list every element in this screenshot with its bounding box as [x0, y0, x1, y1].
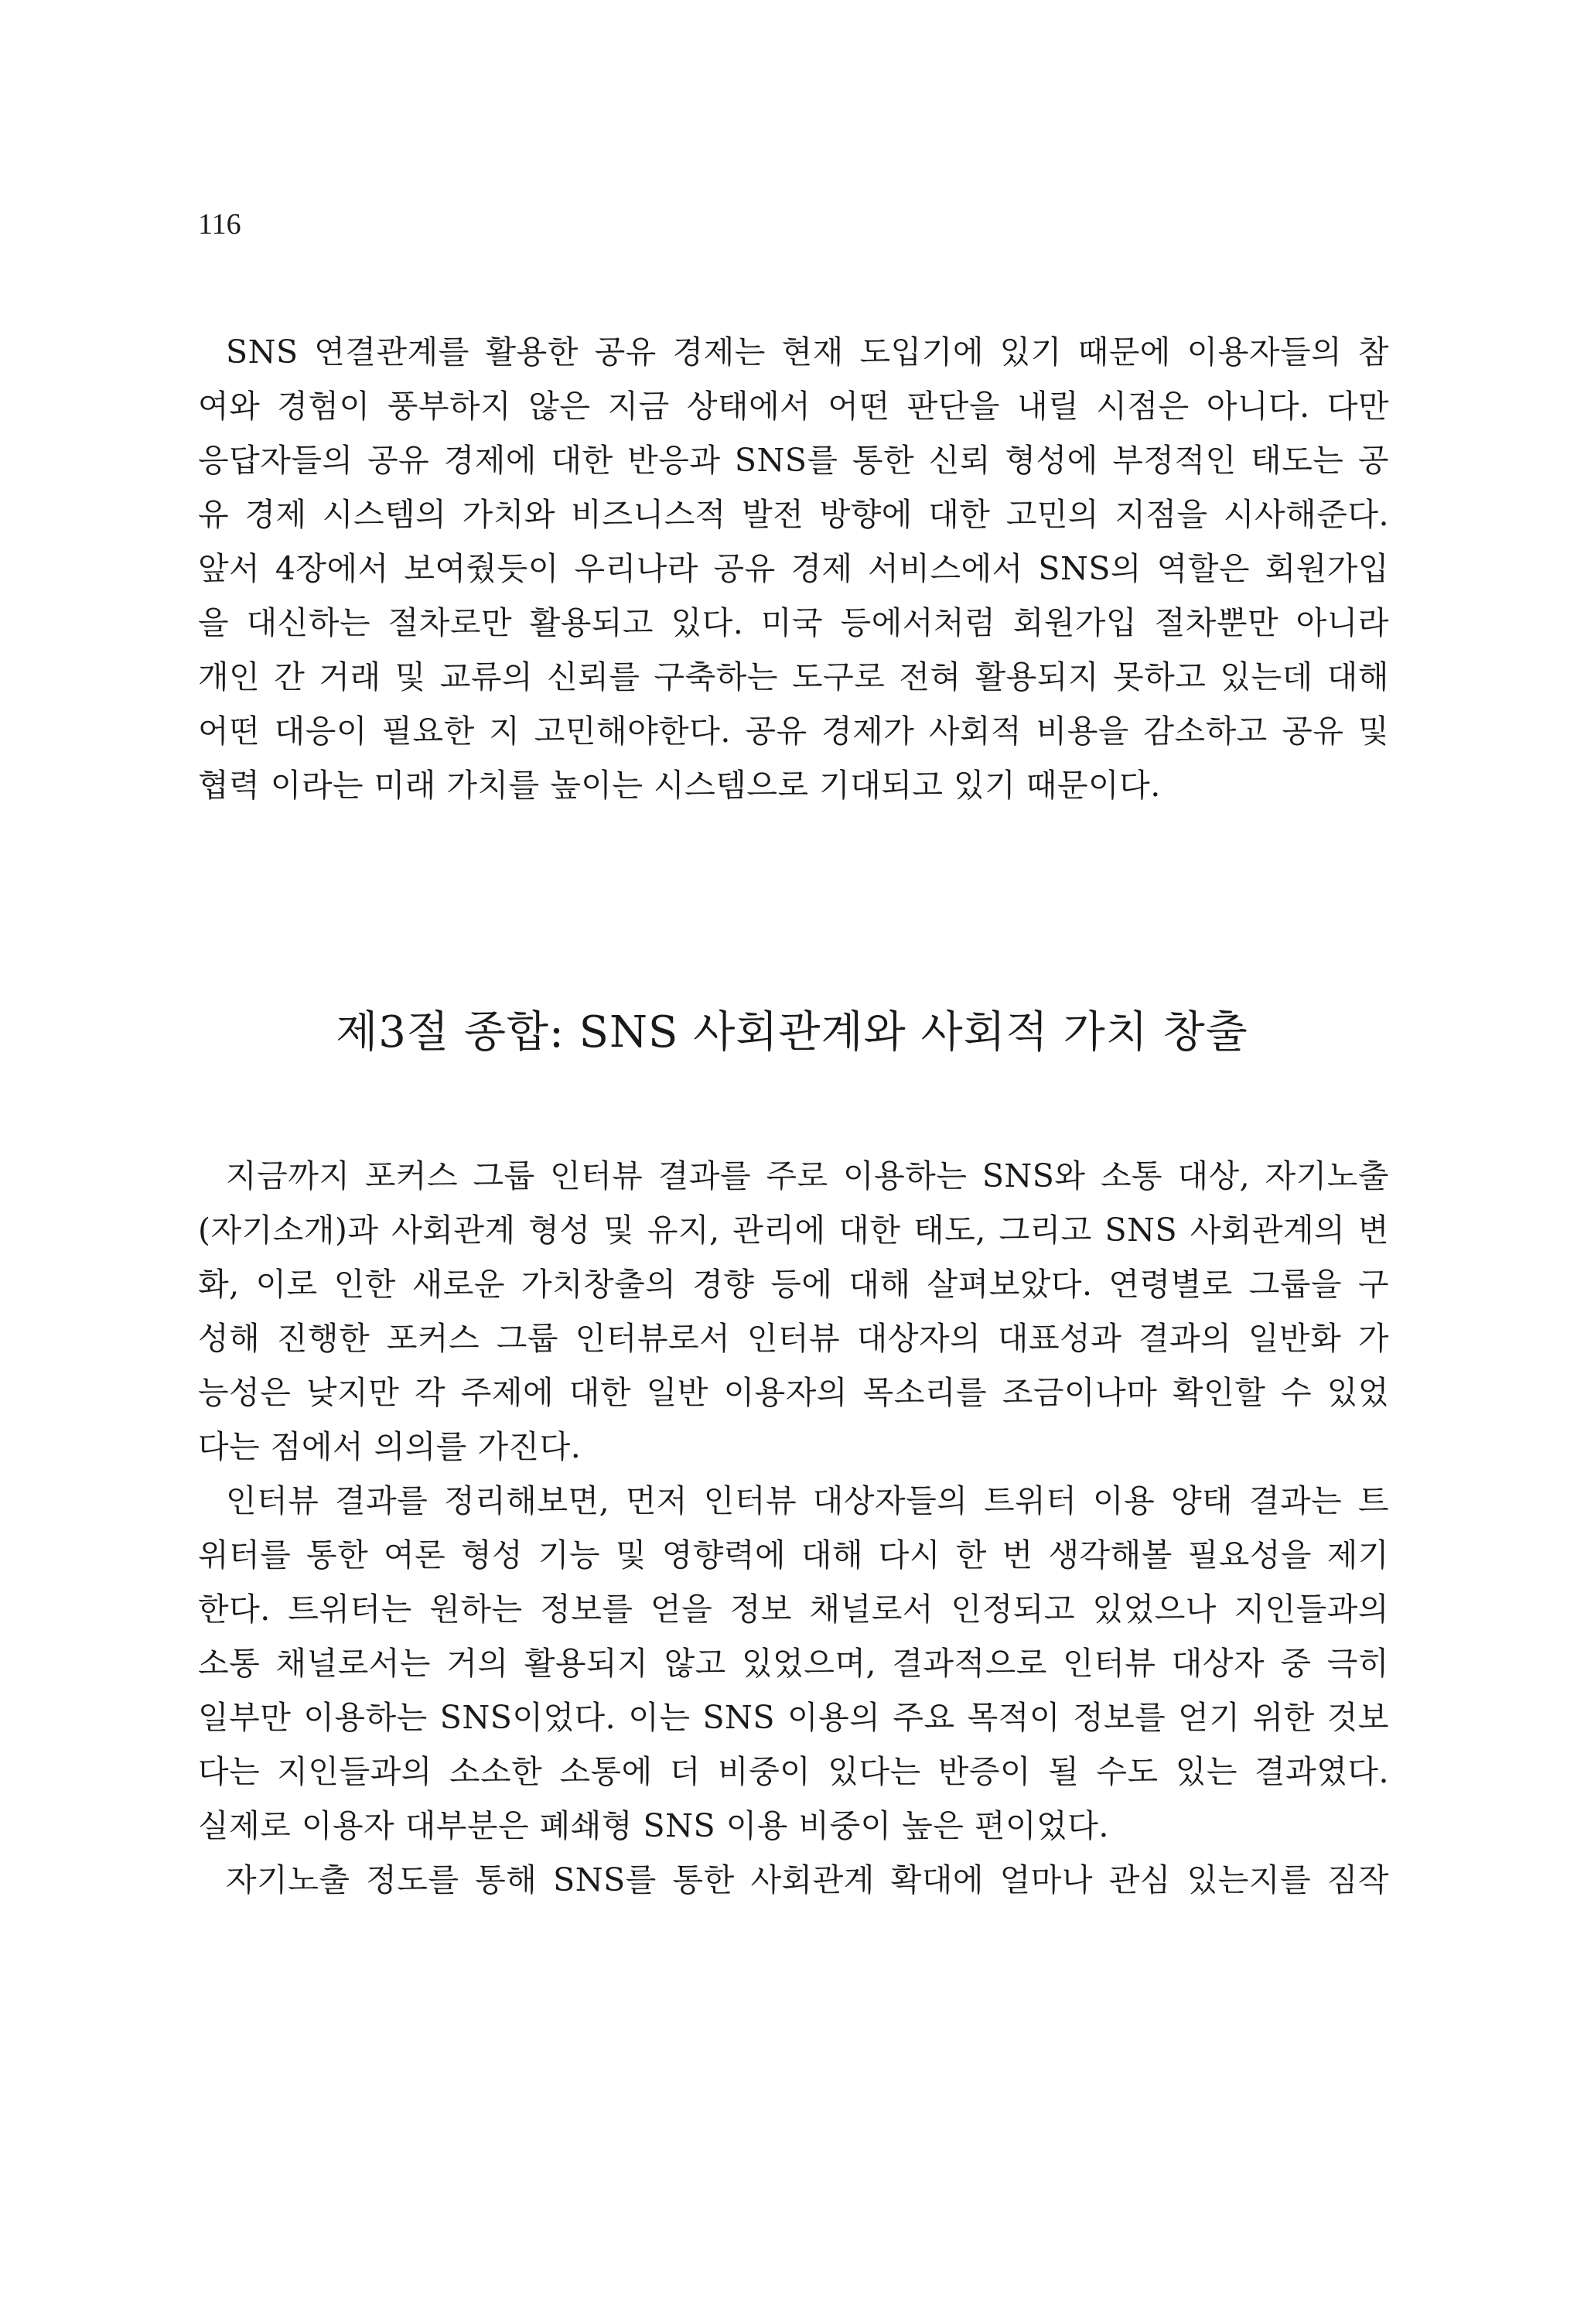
text-line: 응답자들의 공유 경제에 대한 반응과 SNS를 통한 신뢰 형성에 부정적인 태도는 공	[198, 442, 1389, 479]
text-line: 을 대신하는 절차로만 활용되고 있다. 미국 등에서처럼 회원가입 절차뿐만 아니라	[198, 604, 1389, 641]
text-line: 앞서 4장에서 보여줬듯이 우리나라 공유 경제 서비스에서 SNS의 역할은 회원가입	[198, 550, 1389, 587]
intro-paragraph	[198, 325, 1389, 812]
page-number: 116	[198, 208, 241, 241]
text-line: 위터를 통한 여론 형성 기능 및 영향력에 대해 다시 한 번 생각해볼 필요성을 제기	[198, 1536, 1389, 1574]
section-paragraph	[198, 1474, 1389, 1853]
text-line: 일부만 이용하는 SNS이었다. 이는 SNS 이용의 주요 목적이 정보를 얻기 위한 것보	[198, 1699, 1389, 1736]
section-paragraph	[198, 1853, 1389, 1907]
text-line: 인터뷰 결과를 정리해보면, 먼저 인터뷰 대상자들의 트위터 이용 양태 결과는 트	[226, 1482, 1389, 1519]
text-line: SNS 연결관계를 활용한 공유 경제는 현재 도입기에 있기 때문에 이용자들의 참	[226, 333, 1389, 371]
section-body	[198, 1149, 1389, 1907]
text-line: 어떤 대응이 필요한 지 고민해야한다. 공유 경제가 사회적 비용을 감소하고 공유 및	[198, 713, 1389, 750]
text-line: 개인 간 거래 및 교류의 신뢰를 구축하는 도구로 전혀 활용되지 못하고 있는데 대해	[198, 658, 1389, 695]
section-paragraph	[198, 1149, 1389, 1474]
text-line: 성해 진행한 포커스 그룹 인터뷰로서 인터뷰 대상자의 대표성과 결과의 일반화 가	[198, 1320, 1389, 1357]
text-line: 다는 지인들과의 소소한 소통에 더 비중이 있다는 반증이 될 수도 있는 결과였다.	[198, 1753, 1389, 1790]
section-heading: 제3절 종합: SNS 사회관계와 사회적 가치 창출	[336, 1007, 1248, 1058]
text-line: 소통 채널로서는 거의 활용되지 않고 있었으며, 결과적으로 인터뷰 대상자 중 극히	[198, 1645, 1389, 1682]
text-line: 한다. 트위터는 원하는 정보를 얻을 정보 채널로서 인정되고 있었으나 지인들과의	[198, 1591, 1389, 1628]
text-line: 협력 이라는 미래 가치를 높이는 시스템으로 기대되고 있기 때문이다.	[198, 767, 1161, 804]
text-line: 지금까지 포커스 그룹 인터뷰 결과를 주로 이용하는 SNS와 소통 대상, 자기노출	[226, 1157, 1389, 1194]
text-line: 능성은 낮지만 각 주제에 대한 일반 이용자의 목소리를 조금이나마 확인할 수 있었	[198, 1374, 1389, 1411]
text-line: 자기노출 정도를 통해 SNS를 통한 사회관계 확대에 얼마나 관심 있는지를 짐작	[226, 1861, 1389, 1899]
text-line: 여와 경험이 풍부하지 않은 지금 상태에서 어떤 판단을 내릴 시점은 아니다. 다만	[198, 388, 1389, 425]
text-line: 유 경제 시스템의 가치와 비즈니스적 발전 방향에 대한 고민의 지점을 시사해준다.	[198, 496, 1389, 533]
text-line: 실제로 이용자 대부분은 폐쇄형 SNS 이용 비중이 높은 편이었다.	[198, 1807, 1109, 1844]
text-line: (자기소개)과 사회관계 형성 및 유지, 관리에 대한 태도, 그리고 SNS 사회관계의 변	[198, 1212, 1389, 1249]
text-line: 화, 이로 인한 새로운 가치창출의 경향 등에 대해 살펴보았다. 연령별로 그룹을 구	[198, 1266, 1389, 1303]
text-line: 다는 점에서 의의를 가진다.	[198, 1428, 582, 1465]
